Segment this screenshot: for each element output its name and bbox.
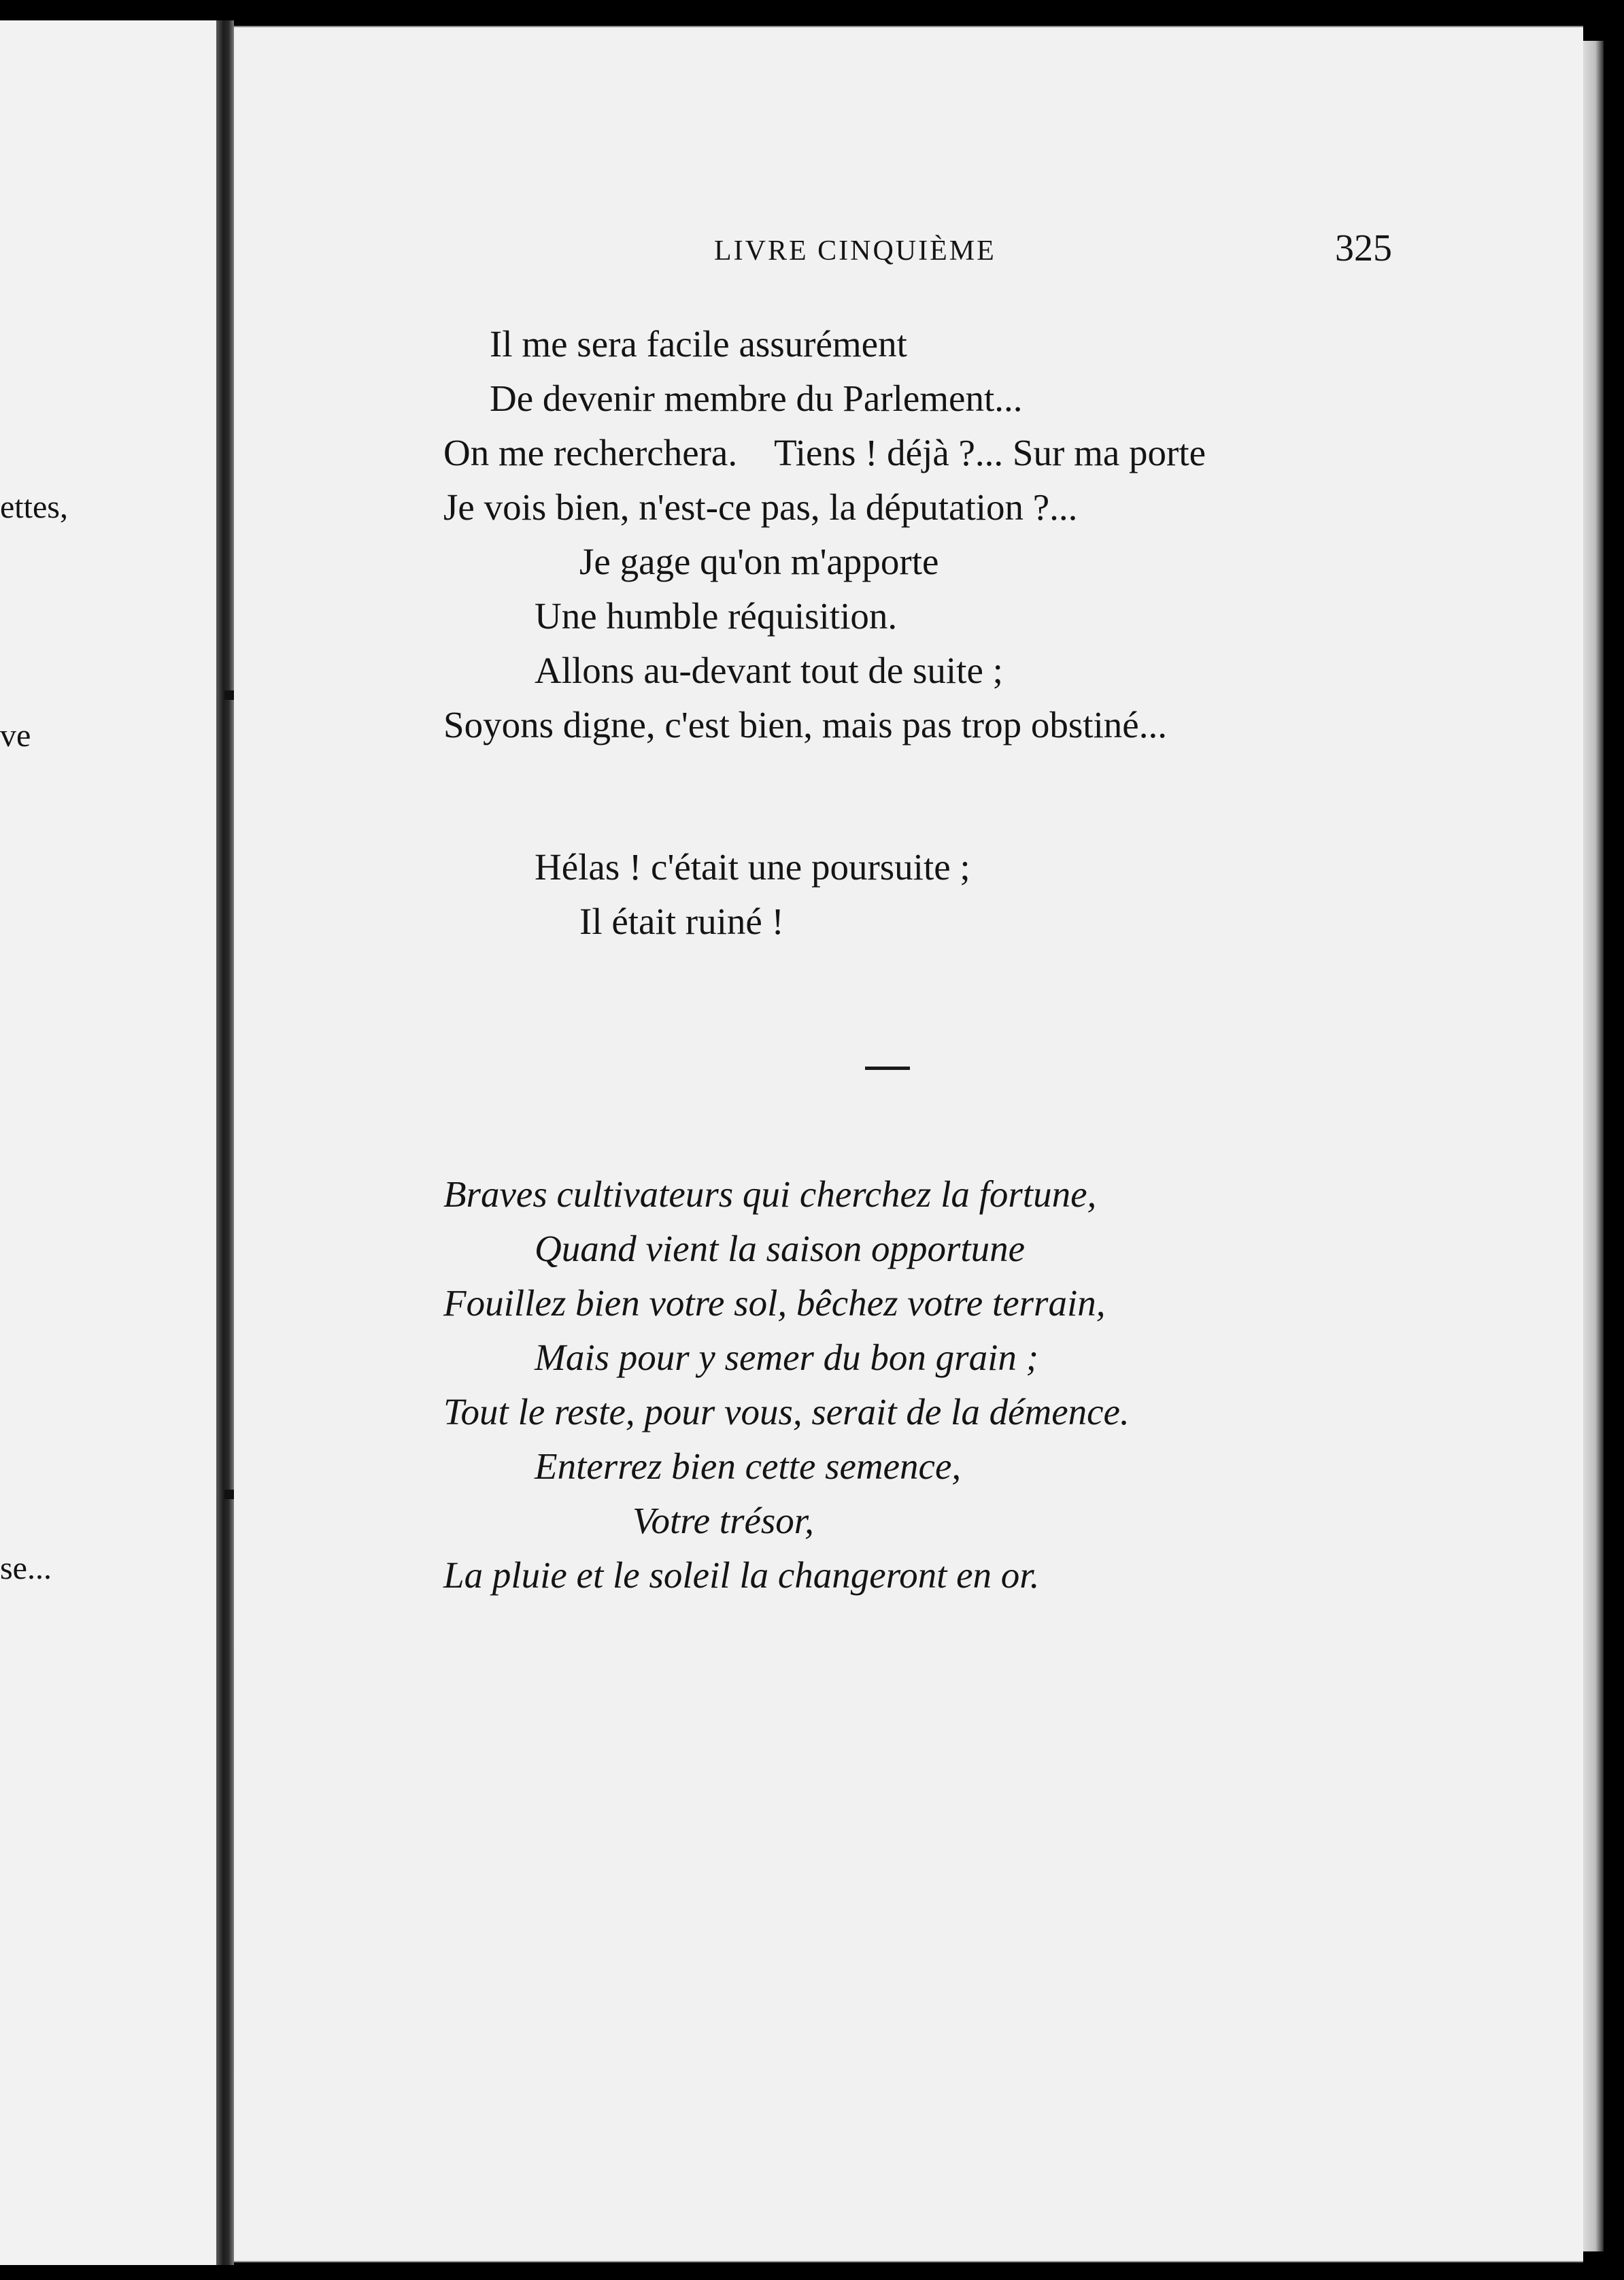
section-separator <box>865 1067 910 1070</box>
moral-line: Braves cultivateurs qui cherchez la fortune, <box>443 1173 1097 1215</box>
left-page <box>0 20 216 2265</box>
verse-line: Allons au-devant tout de suite ; <box>535 650 1003 691</box>
left-page-fragment: se... <box>0 1550 52 1586</box>
moral-line: Mais pour y semer du bon grain ; <box>535 1337 1038 1378</box>
verse-line: Soyons digne, c'est bien, mais pas trop obstiné... <box>443 704 1167 745</box>
verse-line: Je vois bien, n'est-ce pas, la députation ?... <box>443 486 1078 528</box>
page-number: 325 <box>1335 227 1392 269</box>
left-page-fragment: ettes, <box>0 489 68 525</box>
verse-line: Une humble réquisition. <box>535 595 898 637</box>
verse-line: On me recherchera. Tiens ! déjà ?... Sur ma porte <box>443 432 1206 473</box>
verse-line: Il me sera facile assurément <box>490 323 907 365</box>
moral-line: Enterrez bien cette semence, <box>535 1445 962 1487</box>
left-page-fragment: ve <box>0 718 31 754</box>
moral-line: Quand vient la saison opportune <box>535 1228 1026 1269</box>
stanza <box>443 840 970 949</box>
verse-line: Hélas ! c'était une poursuite ; <box>535 846 970 888</box>
moral-line: Fouillez bien votre sol, bêchez votre terrain, <box>443 1282 1106 1324</box>
running-head: LIVRE CINQUIÈME <box>714 235 996 267</box>
verse-line: De devenir membre du Parlement... <box>490 378 1023 419</box>
moral-line: La pluie et le soleil la changeront en or. <box>443 1554 1040 1596</box>
moral-stanza <box>443 1167 1130 1603</box>
page-edge <box>1583 41 1604 2251</box>
book-gutter <box>216 20 234 2265</box>
verse-line: Il était ruiné ! <box>579 901 784 942</box>
moral-line: Tout le reste, pour vous, serait de la démence. <box>443 1391 1130 1432</box>
verse-line: Je gage qu'on m'apporte <box>579 541 939 582</box>
moral-line: Votre trésor, <box>632 1500 814 1541</box>
stanza <box>443 317 1206 752</box>
